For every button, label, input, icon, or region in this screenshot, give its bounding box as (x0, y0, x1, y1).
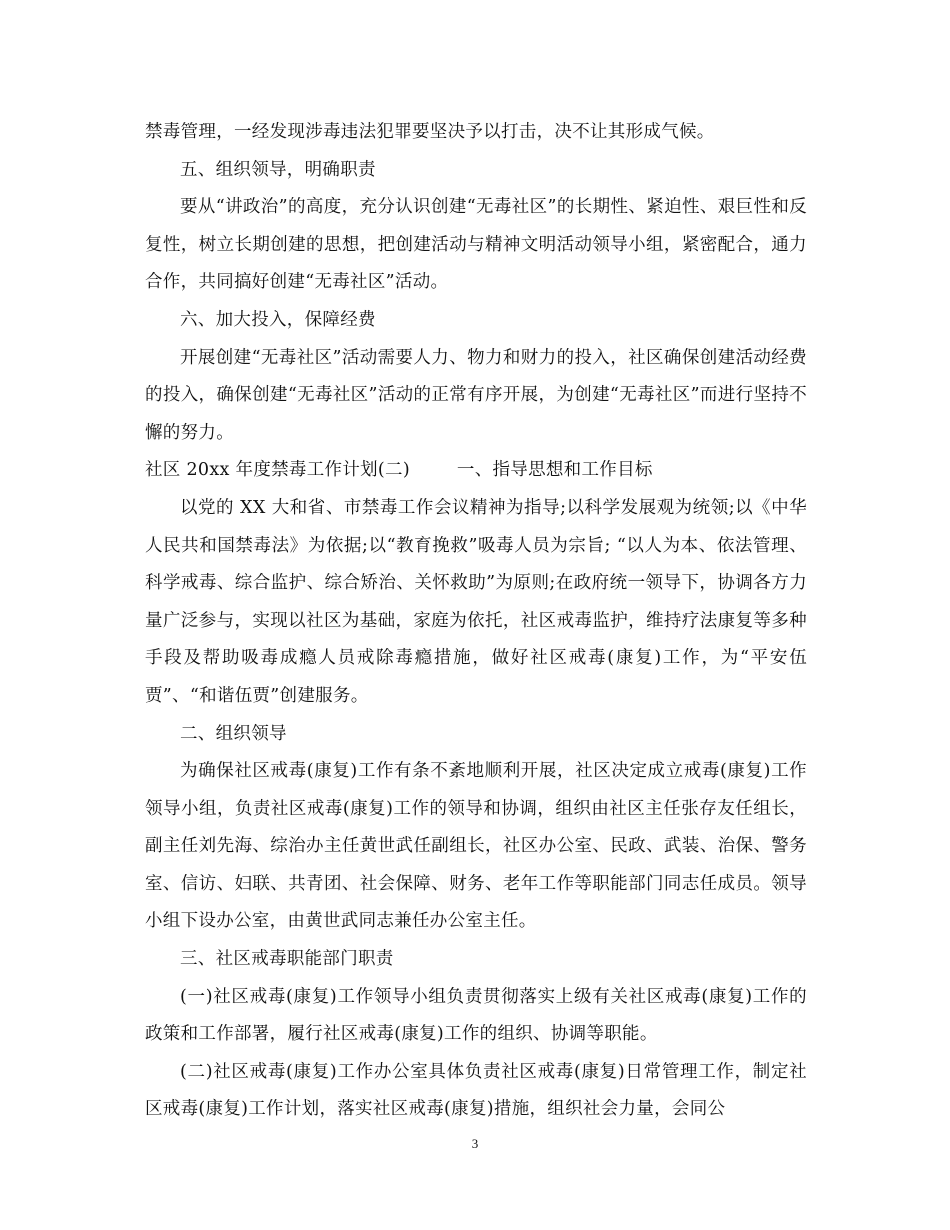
paragraph-section-5: 要从“讲政治”的高度，充分认识创建“无毒社区”的长期性、紧迫性、艰巨性和反复性，树立长期创建的思想，把创建活动与精神文明活动领导小组，紧密配合，通力合作，共同搞好创建“无毒社区”活动。 (145, 197, 807, 293)
paragraph-continuation: 禁毒管理，一经发现涉毒违法犯罪要坚决予以打击，决不让其形成气候。 (145, 122, 715, 142)
section-heading-5: 五、组织领导，明确职责 (180, 159, 376, 180)
section-heading-organization: 二、组织领导 (180, 723, 287, 744)
paragraph-duty-2: (二)社区戒毒(康复)工作办公室具体负责社区戒毒(康复)日常管理工作，制定社区戒毒(康复)工作计划，落实社区戒毒(康复)措施，组织社会力量，会同公 (145, 1061, 807, 1120)
paragraph-guiding-ideology: 以党的 XX 大和省、市禁毒工作会议精神为指导;以科学发展观为统领;以《中华人民共和国禁毒法》为依据;以“教育挽救”吸毒人员为宗旨; “以人为本、依法管理、科学戒毒、综合监护、综合矫治、关怀救助”为原则;在政府统一领导下，协调各方力量广泛参与，实现以社区为基础，家庭为依托，社区戒毒监护，维持疗法康复等多种手段及帮助吸毒成瘾人员戒除毒瘾措施，做好社区戒毒(康复)工作，为“平安伍贾”、“和谐伍贾”创建服务。 (145, 497, 807, 706)
plan-title-line: 社区 20xx 年度禁毒工作计划(二) 一、指导思想和工作目标 (145, 460, 653, 481)
section-heading-6: 六、加大投入，保障经费 (180, 309, 376, 330)
paragraph-duty-1: (一)社区戒毒(康复)工作领导小组负责贯彻落实上级有关社区戒毒(康复)工作的政策和工作部署，履行社区戒毒(康复)工作的组织、协调等职能。 (145, 986, 807, 1045)
page-number: 3 (471, 1136, 479, 1151)
paragraph-section-6: 开展创建“无毒社区”活动需要人力、物力和财力的投入，社区确保创建活动经费的投入，确保创建“无毒社区”活动的正常有序开展，为创建“无毒社区”而进行坚持不懈的努力。 (145, 347, 807, 443)
paragraph-organization: 为确保社区戒毒(康复)工作有条不紊地顺利开展，社区决定成立戒毒(康复)工作领导小组，负责社区戒毒(康复)工作的领导和协调，组织由社区主任张存友任组长，副主任刘先海、综治办主任黄世武任副组长，社区办公室、民政、武装、治保、警务室、信访、妇联、共青团、社会保障、财务、老年工作等职能部门同志任成员。领导小组下设办公室，由黄世武同志兼任办公室主任。 (145, 761, 807, 932)
section-heading-duties: 三、社区戒毒职能部门职责 (180, 949, 394, 970)
document-body (145, 114, 807, 1129)
